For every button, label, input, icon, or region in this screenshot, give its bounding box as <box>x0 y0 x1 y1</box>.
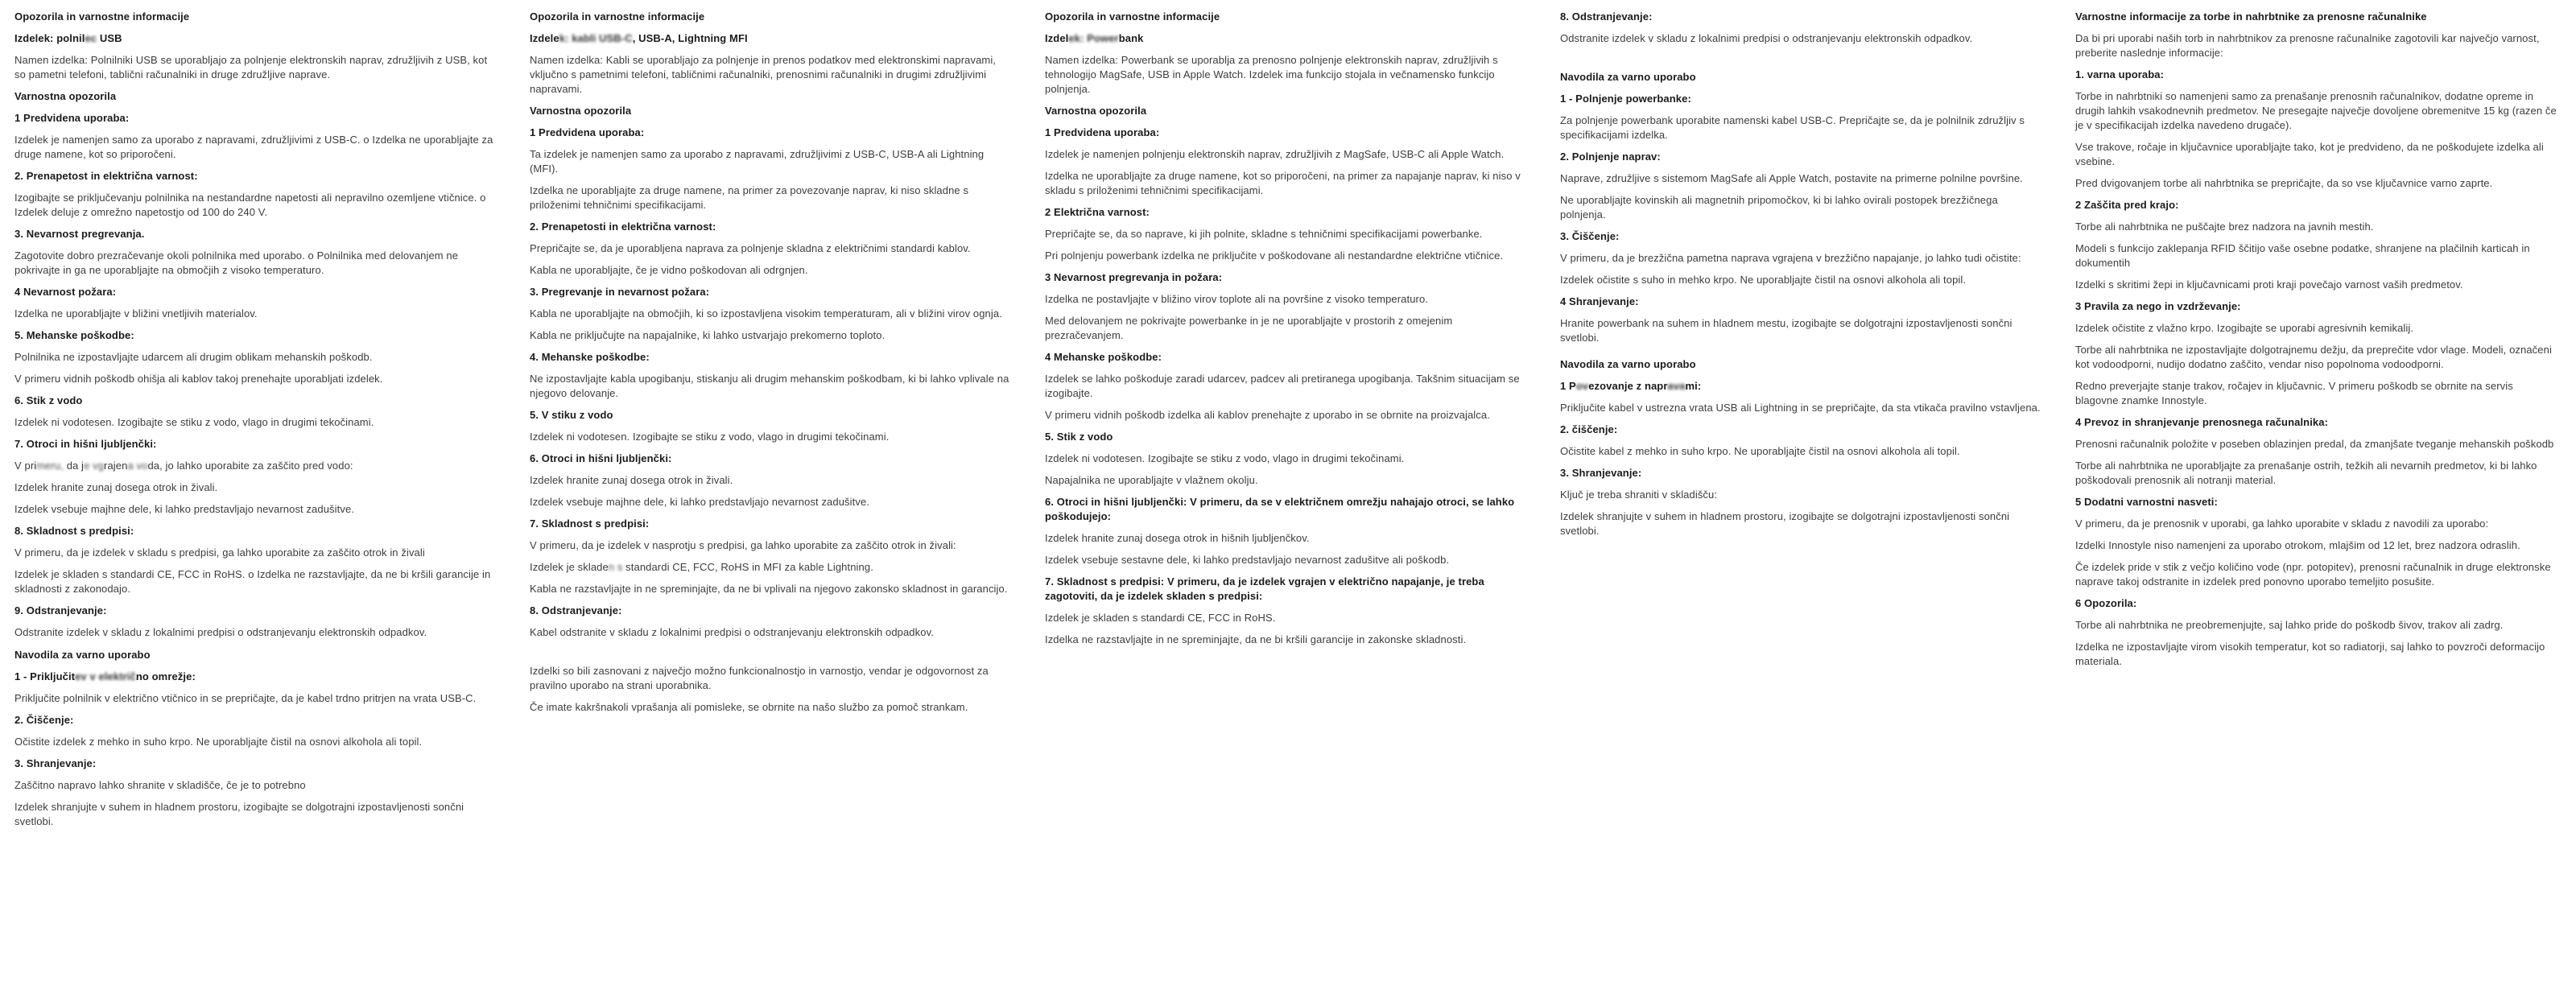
text-run: 3 Nevarnost pregrevanja in požara: <box>1045 271 1223 283</box>
paragraph <box>14 567 497 596</box>
paragraph <box>530 183 1013 212</box>
text-run: 8. Odstranjevanje: <box>530 604 622 616</box>
text-run: Izdel <box>1045 32 1069 44</box>
text-run: Izdelek hranite zunaj dosega otrok in živali. <box>530 474 733 486</box>
text-run: Namen izdelka: Polnilniki USB se uporabljajo za polnjenje elektronskih naprav, združljivih z USB, kot so pametni telefoni, tablični računalniki in druge združljive naprave. <box>14 54 488 80</box>
text-run: Opozorila in varnostne informacije <box>1045 10 1220 23</box>
paragraph <box>14 546 497 560</box>
text-run: 4. Mehanske poškodbe: <box>530 351 650 363</box>
text-run: Ne izpostavljajte kabla upogibanju, stiskanju ali drugim mehanskim poškodbam, ki bi lahko vplivale na njegovo delovanje. <box>530 373 1009 399</box>
text-run: Kabla ne uporabljajte na območjih, ki so izpostavljena visokim temperaturam, ali v bližini virov ognja. <box>530 307 1002 320</box>
column-cables <box>530 10 1013 722</box>
paragraph <box>530 430 1013 444</box>
paragraph <box>14 350 497 365</box>
text-run: Torbe ali nahrbtnika ne preobremenjujte, saj lahko pride do poškodb šivov, trakov ali zadrg. <box>2075 619 2504 631</box>
paragraph <box>1045 53 1528 97</box>
text-run: Očistite izdelek z mehko in suho krpo. Ne uporabljajte čistil na osnovi alkohola ali topil. <box>14 736 423 748</box>
text-run: V primeru, da je brezžična pametna naprava vgrajena v brezžično napajanje, jo lahko tudi očistite: <box>1560 252 2021 264</box>
text-run: 2. Prenapetost in električna varnost: <box>14 170 198 182</box>
text-run: 7. Skladnost s predpisi: <box>530 517 650 530</box>
section-heading <box>1560 10 2043 24</box>
text-run: Izdelki s skritimi žepi in ključavnicami proti kraji povečajo varnost vaših predmetov. <box>2075 278 2463 291</box>
paragraph <box>2075 618 2558 633</box>
text-run: da, jo lahko uporabite za zaščito pred vodo: <box>147 460 353 472</box>
paragraph <box>2075 89 2558 133</box>
text-run: Izdelek hranite zunaj dosega otrok in hišnih ljubljenčkov. <box>1045 532 1310 544</box>
paragraph <box>530 147 1013 176</box>
paragraph <box>530 538 1013 553</box>
paragraph <box>1045 633 1528 647</box>
text-run: 4 Nevarnost požara: <box>14 286 117 298</box>
paragraph <box>14 778 497 793</box>
paragraph <box>1560 444 2043 459</box>
paragraph <box>530 307 1013 321</box>
section-heading <box>1045 430 1528 444</box>
paragraph <box>14 53 497 82</box>
text-run: standardi CE, FCC, RoHS in MFI za kable Lightning. <box>625 561 873 573</box>
section-heading <box>1045 270 1528 285</box>
text-run: Izdelka ne uporabljajte za druge namene, kot so priporočeni, na primer za napajanje naprav, ki niso v skladu s priloženimi tehničnimi specifikacijami. <box>1045 170 1521 196</box>
text-run: 3. Shranjevanje: <box>1560 467 1642 479</box>
text-run: Da bi pri uporabi naših torb in nahrbtnikov za prenosne računalnike zagotovili kar največjo varnost, preberite naslednje informacije: <box>2075 32 2540 59</box>
paragraph <box>1045 292 1528 307</box>
text-run: Prenosni računalnik položite v poseben oblazinjen predal, da zmanjšate tveganje mehanskih poškodb <box>2075 438 2554 450</box>
text-run: 3. Pregrevanje in nevarnost požara: <box>530 286 710 298</box>
text-run: 6 Opozorila: <box>2075 597 2137 609</box>
section-heading <box>1045 350 1528 365</box>
text-run: V primeru, da je izdelek v nasprotju s predpisi, ga lahko uporabite za zaščito otrok in živali: <box>530 539 956 551</box>
section-heading <box>2075 299 2558 314</box>
text-run: Navodila za varno uporabo <box>1560 71 1696 83</box>
text-run: 2 Zaščita pred krajo: <box>2075 199 2179 211</box>
text-run: Izdelek je namenjen samo za uporabo z napravami, združljivimi z USB-C. o Izdelka ne uporabljajte za druge namene, kot so priporočeni. <box>14 134 493 160</box>
text-run: 1 Predvidena uporaba: <box>530 126 645 138</box>
text-run: V pri <box>14 460 37 472</box>
text-run: Napajalnika ne uporabljajte v vlažnem okolju. <box>1045 474 1258 486</box>
paragraph <box>2075 31 2558 60</box>
text-run: 2. Prenapetosti in električna varnost: <box>530 221 716 233</box>
paragraph <box>530 241 1013 256</box>
text-run: 8. Skladnost s predpisi: <box>14 525 134 537</box>
paragraph <box>530 328 1013 343</box>
text-run: 3. Nevarnost pregrevanja. <box>14 228 145 240</box>
paragraph <box>1045 169 1528 198</box>
paragraph <box>14 502 497 517</box>
smudged-text: ava <box>1667 380 1686 392</box>
paragraph <box>2075 437 2558 451</box>
text-run: Izdele <box>530 32 559 44</box>
section-heading <box>1045 104 1528 118</box>
text-run: 3. Shranjevanje: <box>14 757 97 769</box>
text-run: Izdelek je sklade <box>530 561 609 573</box>
paragraph <box>14 459 497 473</box>
section-heading <box>14 169 497 183</box>
document-title <box>14 10 497 24</box>
section-heading <box>530 350 1013 365</box>
text-run: 4 Prevoz in shranjevanje prenosnega računalnika: <box>2075 416 2329 428</box>
text-run: Navodila za varno uporabo <box>14 649 151 661</box>
paragraph <box>1045 227 1528 241</box>
section-heading <box>14 111 497 126</box>
text-run: Priključite kabel v ustrezna vrata USB ali Lightning in se prepričajte, da sta vtikača pravilno vstavljena. <box>1560 402 2041 414</box>
text-run: 5. Stik z vodo <box>1045 431 1113 443</box>
text-run: Med delovanjem ne pokrivajte powerbanke in je ne uporabljajte v prostorih z omejenim prezračevanjem. <box>1045 315 1453 341</box>
paragraph <box>2075 220 2558 234</box>
paragraph <box>14 691 497 706</box>
text-run: Izdelek ni vodotesen. Izogibajte se stiku z vodo, vlago in drugimi tekočinami. <box>14 416 374 428</box>
section-heading <box>1045 31 1528 46</box>
text-run: USB <box>97 32 122 44</box>
text-run: Izogibajte se priključevanju polnilnika na nestandardne napetosti ali nepravilno ozemljene vtičnice. o Izdelek deluje z omrežno napetostjo od 100 do 240 V. <box>14 192 486 218</box>
smudged-text: e vg <box>84 460 105 472</box>
text-run: Izdelek shranjujte v suhem in hladnem prostoru, izogibajte se dolgotrajni izpostavljenosti sončni svetlobi. <box>1560 510 2010 537</box>
section-heading <box>2075 198 2558 212</box>
paragraph <box>530 625 1013 640</box>
paragraph <box>530 53 1013 97</box>
section-heading <box>14 648 497 662</box>
text-run: 1. varna uporaba: <box>2075 68 2165 80</box>
text-run: Izdelek se lahko poškoduje zaradi udarcev, padcev ali pretiranega upogibanja. Takšnim situacijam se izogibajte. <box>1045 373 1520 399</box>
text-run: Zaščitno napravo lahko shranite v skladišče, če je to potrebno <box>14 779 306 791</box>
paragraph <box>1045 473 1528 488</box>
section-heading <box>530 220 1013 234</box>
section-heading <box>1560 229 2043 244</box>
text-run: 1 P <box>1560 380 1576 392</box>
section-heading <box>14 757 497 771</box>
section-heading <box>2075 68 2558 82</box>
paragraph <box>1560 193 2043 222</box>
text-run: Navodila za varno uporabo <box>1560 358 1696 370</box>
text-run: Vse trakove, ročaje in ključavnice uporabljajte tako, kot je predvideno, da ne poškodujete izdelka ali vsebine. <box>2075 141 2544 167</box>
text-run: rajen <box>104 460 128 472</box>
section-heading <box>14 524 497 538</box>
text-run: Varnostna opozorila <box>1045 105 1147 117</box>
section-heading <box>14 713 497 728</box>
text-run: 8. Odstranjevanje: <box>1560 10 1653 23</box>
text-run: 6. Otroci in hišni ljubljenčki: V primeru, da se v električnem omrežju nahajajo otroci, se lahko poškodujejo: <box>1045 496 1515 522</box>
text-run: Varnostne informacije za torbe in nahrbtnike za prenosne računalnike <box>2075 10 2427 23</box>
section-heading <box>14 394 497 408</box>
text-run: 5. V stiku z vodo <box>530 409 613 421</box>
text-run: Naprave, združljive s sistemom MagSafe ali Apple Watch, postavite na primerne polnilne površine. <box>1560 172 2023 184</box>
text-run: Kabla ne uporabljajte, če je vidno poškodovan ali odrgnjen. <box>530 264 808 276</box>
section-heading <box>14 670 497 684</box>
text-run: 1 Predvidena uporaba: <box>14 112 130 124</box>
paragraph <box>2075 517 2558 531</box>
text-run: Izdelek hranite zunaj dosega otrok in živali. <box>14 481 218 493</box>
text-run: V primeru vidnih poškodb izdelka ali kablov prenehajte z uporabo in se obrnite na proizvajalca. <box>1045 409 1490 421</box>
paragraph <box>530 560 1013 575</box>
paragraph <box>14 191 497 220</box>
section-heading <box>14 328 497 343</box>
text-run: Modeli s funkcijo zaklepanja RFID ščitijo vaše osebne podatke, shranjene na plačilnih karticah in dokumentih <box>2075 242 2530 269</box>
text-run: Torbe ali nahrbtnika ne puščajte brez nadzora na javnih mestih. <box>2075 221 2374 233</box>
text-run: 2. Polnjenje naprav: <box>1560 150 1661 163</box>
text-run: Če izdelek pride v stik z večjo količino vode (npr. potopitev), prenosni računalnik in druge elektronske naprave takoj odstranite in izdelek pred ponovno uporabo temeljito posušite. <box>2075 561 2551 588</box>
paragraph <box>14 480 497 495</box>
section-heading <box>1560 150 2043 164</box>
paragraph <box>1045 249 1528 263</box>
text-run: Redno preverjajte stanje trakov, ročajev in ključavnic. V primeru poškodb se obrnite na servis blagovne znamke Innostyle. <box>2075 380 2513 406</box>
text-run: Izdelek ni vodotesen. Izogibajte se stiku z vodo, vlago in drugimi tekočinami. <box>530 431 890 443</box>
paragraph <box>2075 379 2558 408</box>
text-run: Izdelka ne uporabljajte za druge namene, na primer za povezovanje naprav, ki niso skladne s priloženimi tehničnimi specifikacijami. <box>530 184 969 211</box>
text-run: Kabla ne priključujte na napajalnike, ki lahko ustvarjajo prekomerno toploto. <box>530 329 886 341</box>
paragraph <box>2075 140 2558 169</box>
section-heading <box>14 437 497 451</box>
text-run: Izdelek vsebuje majhne dele, ki lahko predstavljajo nevarnost zadušitve. <box>14 503 354 515</box>
paragraph <box>1560 171 2043 186</box>
text-run: Kabel odstranite v skladu z lokalnimi predpisi o odstranjevanju elektronskih odpadkov. <box>530 626 934 638</box>
section-heading <box>14 285 497 299</box>
section-heading <box>1045 575 1528 604</box>
smudged-text: a vo <box>127 460 148 472</box>
text-run: Torbe in nahrbtniki so namenjeni samo za prenašanje prenosnih računalnikov, dodatne opreme in drugih lahkih vsakodnevnih predmetov. Ne presegajte največje dovoljene obremenitve 15 kg (razen če je v specifikacijah izdelka navedeno drugače). <box>2075 90 2557 131</box>
text-run: Izdelki so bili zasnovani z največjo možno funkcionalnostjo in varnostjo, vendar je odgovornost za pravilno uporabo na strani uporabnika. <box>530 665 989 691</box>
text-run: Odstranite izdelek v skladu z lokalnimi predpisi o odstranjevanju elektronskih odpadkov. <box>1560 32 1973 44</box>
text-run: 7. Otroci in hišni ljubljenčki: <box>14 438 157 450</box>
section-heading <box>2075 495 2558 509</box>
text-run: Opozorila in varnostne informacije <box>14 10 190 23</box>
paragraph <box>2075 278 2558 292</box>
section-heading <box>14 227 497 241</box>
section-heading <box>1560 70 2043 85</box>
paragraph <box>1045 408 1528 423</box>
text-run: 5 Dodatni varnostni nasveti: <box>2075 496 2218 508</box>
text-run: Torbe ali nahrbtnika ne uporabljajte za prenašanje ostrih, težkih ali nevarnih predmetov, ki bi lahko poškodovali prenosnik ali notranji material. <box>2075 460 2537 486</box>
text-run: 1 - Polnjenje powerbanke: <box>1560 93 1691 105</box>
paragraph <box>2075 343 2558 372</box>
section-heading <box>1045 205 1528 220</box>
text-run: Če imate kakršnakoli vprašanja ali pomisleke, se obrnite na našo službo za pomoč strankam. <box>530 701 968 713</box>
text-run: Izdelek: polnil <box>14 32 85 44</box>
text-run: Izdelka ne uporabljajte v bližini vnetljivih materialov. <box>14 307 258 320</box>
text-run: da j <box>66 460 85 472</box>
paragraph <box>1045 372 1528 401</box>
paragraph <box>1560 113 2043 142</box>
text-run: Torbe ali nahrbtnika ne izpostavljajte dolgotrajnemu dežju, da preprečite vdor vlage. Modeli, označeni kot vodoodporni, nudijo dodatno zaščito, vendar niso popolnoma vodoodporni. <box>2075 344 2552 370</box>
paragraph <box>1560 273 2043 287</box>
text-run: Priključite polnilnik v električno vtičnico in se prepričajte, da je kabel trdno pritrjen na vrata USB-C. <box>14 692 477 704</box>
document-title <box>530 10 1013 24</box>
section-heading <box>1560 92 2043 106</box>
paragraph <box>14 372 497 386</box>
paragraph <box>530 263 1013 278</box>
text-run: Hranite powerbank na suhem in hladnem mestu, izogibajte se dolgotrajni izpostavljenosti sončni svetlobi. <box>1560 317 2013 344</box>
paragraph <box>2075 538 2558 553</box>
smudged-text: ec <box>85 32 97 44</box>
section-heading <box>14 604 497 618</box>
text-run: Zagotovite dobro prezračevanje okoli polnilnika med uporabo. o Polnilnika med delovanjem ne pokrivajte in ga ne uporabljajte na območjih z visoko temperaturo. <box>14 249 459 276</box>
smudged-text: meru, <box>36 460 67 472</box>
text-run: bank <box>1118 32 1144 44</box>
text-run: Opozorila in varnostne informacije <box>530 10 705 23</box>
text-run: 6. Stik z vodo <box>14 394 83 406</box>
text-run: Odstranite izdelek v skladu z lokalnimi predpisi o odstranjevanju elektronskih odpadkov. <box>14 626 427 638</box>
column-powerbank-usage <box>1560 10 2043 546</box>
document-title <box>1045 10 1528 24</box>
text-run: 6. Otroci in hišni ljubljenčki: <box>530 452 672 464</box>
paragraph <box>1560 31 2043 46</box>
paragraph <box>1560 251 2043 266</box>
smudged-text: ev v električ <box>75 670 136 682</box>
section-heading <box>2075 596 2558 611</box>
section-heading <box>530 104 1013 118</box>
text-run: Prepričajte se, da je uporabljena naprava za polnjenje skladna z električnimi standardi kablov. <box>530 242 971 254</box>
smudged-text: k: kabli USB-C <box>559 32 633 44</box>
text-run: Varnostna opozorila <box>14 90 117 102</box>
paragraph <box>14 625 497 640</box>
section-heading <box>1560 466 2043 480</box>
text-run: Izdelek shranjujte v suhem in hladnem prostoru, izogibajte se dolgotrajni izpostavljenosti sončni svetlobi. <box>14 801 464 827</box>
text-run: 7. Skladnost s predpisi: V primeru, da je izdelek vgrajen v električno napajanje, je treba zagotoviti, da je izdelek skladen s predpisi: <box>1045 575 1484 602</box>
text-run: V primeru vidnih poškodb ohišja ali kablov takoj prenehajte uporabljati izdelek. <box>14 373 383 385</box>
section-heading <box>1045 126 1528 140</box>
text-run: Pred dvigovanjem torbe ali nahrbtnika se prepričajte, da so vse ključavnice varno zaprte. <box>2075 177 2493 189</box>
paragraph <box>530 473 1013 488</box>
paragraph <box>2075 241 2558 270</box>
section-heading <box>530 604 1013 618</box>
text-run: 3. Čiščenje: <box>1560 230 1620 242</box>
paragraph <box>1045 553 1528 567</box>
smudged-text: ov <box>1575 380 1589 392</box>
text-run: 2 Električna varnost: <box>1045 206 1150 218</box>
text-run: 4 Mehanske poškodbe: <box>1045 351 1162 363</box>
text-run: 2. Čiščenje: <box>14 714 74 726</box>
text-run: Izdelek očistite z vlažno krpo. Izogibajte se uporabi agresivnih kemikalij. <box>2075 322 2414 334</box>
paragraph <box>14 133 497 162</box>
text-run: , USB-A, Lightning MFI <box>632 32 748 44</box>
paragraph <box>2075 321 2558 336</box>
text-run: Namen izdelka: Kabli se uporabljajo za polnjenje in prenos podatkov med elektronskimi napravami, vključno s pametnimi telefoni, tabličnimi računalniki, prenosnimi računalniki in drugimi združljivimi napravami. <box>530 54 997 95</box>
text-run: Izdelek je namenjen polnjenju elektronskih naprav, združljivih z MagSafe, USB-C ali Apple Watch. <box>1045 148 1505 160</box>
paragraph <box>1045 531 1528 546</box>
paragraph <box>1560 401 2043 415</box>
text-run: Ta izdelek je namenjen samo za uporabo z napravami, združljivimi z USB-C, USB-A ali Lightning (MFI). <box>530 148 985 175</box>
text-run: no omrežje: <box>135 670 196 682</box>
paragraph <box>530 664 1013 693</box>
paragraph <box>1560 509 2043 538</box>
paragraph <box>14 800 497 829</box>
section-heading <box>530 408 1013 423</box>
text-run: Izdelek ni vodotesen. Izogibajte se stiku z vodo, vlago in drugimi tekočinami. <box>1045 452 1405 464</box>
text-run: Izdelki Innostyle niso namenjeni za uporabo otrokom, mlajšim od 12 let, brez nadzora odraslih. <box>2075 539 2520 551</box>
section-heading <box>530 285 1013 299</box>
paragraph <box>530 495 1013 509</box>
paragraph <box>1045 314 1528 343</box>
section-heading <box>530 451 1013 466</box>
text-run: Kabla ne razstavljajte in ne spreminjajte, da ne bi vplivali na njegovo zakonsko skladnost in garancijo. <box>530 583 1008 595</box>
text-run: Izdelka ne postavljajte v bližino virov toplote ali na površine z visoko temperaturo. <box>1045 293 1429 305</box>
paragraph <box>2075 176 2558 191</box>
text-run: Pri polnjenju powerbank izdelka ne priključite v poškodovane ali nestandardne električne vtičnice. <box>1045 249 1504 262</box>
column-usb-charger <box>14 10 497 836</box>
smudged-text: n s <box>608 561 626 573</box>
text-run: Prepričajte se, da so naprave, ki jih polnite, skladne s tehničnimi specifikacijami powerbanke. <box>1045 228 1483 240</box>
text-run: Varnostna opozorila <box>530 105 632 117</box>
paragraph <box>1045 611 1528 625</box>
text-run: Ključ je treba shraniti v skladišču: <box>1560 489 1718 501</box>
paragraph <box>1045 147 1528 162</box>
paragraph <box>14 307 497 321</box>
text-run: mi: <box>1685 380 1702 392</box>
section-heading <box>1560 295 2043 309</box>
paragraph <box>530 372 1013 401</box>
text-run: 9. Odstranjevanje: <box>14 604 107 616</box>
text-run: Izdelek vsebuje sestavne dele, ki lahko predstavljajo nevarnost zadušitve ali poškodb. <box>1045 554 1450 566</box>
text-run: Izdelka ne izpostavljajte virom visokih temperatur, kot so radiatorji, saj lahko to povzroči deformacijo materiala. <box>2075 641 2545 667</box>
paragraph <box>1560 488 2043 502</box>
section-heading <box>2075 415 2558 430</box>
paragraph <box>2075 459 2558 488</box>
paragraph <box>1560 316 2043 345</box>
section-heading <box>1560 423 2043 437</box>
section-heading <box>1560 379 2043 394</box>
column-laptop-bags <box>2075 10 2558 676</box>
text-run: Izdelek očistite s suho in mehko krpo. Ne uporabljajte čistil na osnovi alkohola ali topil. <box>1560 274 1967 286</box>
text-run: V primeru, da je izdelek v skladu s predpisi, ga lahko uporabite za zaščito otrok in živali <box>14 546 425 559</box>
section-heading <box>530 517 1013 531</box>
section-heading <box>14 89 497 104</box>
column-powerbank <box>1045 10 1528 654</box>
paragraph <box>14 415 497 430</box>
text-run: Izdelek je skladen s standardi CE, FCC in RoHS. o Izdelka ne razstavljajte, da ne bi kršili garancije in skladnosti z zakonodajo. <box>14 568 491 595</box>
paragraph <box>2075 640 2558 669</box>
paragraph <box>2075 560 2558 589</box>
text-run: Ne uporabljajte kovinskih ali magnetnih pripomočkov, ki bi lahko ovirali postopek brezžičnega polnjenja. <box>1560 194 1998 221</box>
text-run: 2. čiščenje: <box>1560 423 1618 435</box>
text-run: Izdelek vsebuje majhne dele, ki lahko predstavljajo nevarnost zadušitve. <box>530 496 869 508</box>
text-run: 5. Mehanske poškodbe: <box>14 329 134 341</box>
text-run: Za polnjenje powerbank uporabite namenski kabel USB-C. Prepričajte se, da je polnilnik združljiv s specifikacijami izdelka. <box>1560 114 2025 141</box>
text-run: ezovanje z napr <box>1588 380 1668 392</box>
section-heading <box>1045 495 1528 524</box>
text-run: Očistite kabel z mehko in suho krpo. Ne uporabljajte čistil na osnovi alkohola ali topil. <box>1560 445 1960 457</box>
smudged-text: ek: Power <box>1068 32 1119 44</box>
section-heading <box>530 126 1013 140</box>
text-run: 1 - Priključit <box>14 670 76 682</box>
paragraph <box>14 735 497 749</box>
text-run: 4 Shranjevanje: <box>1560 295 1639 307</box>
text-run: 3 Pravila za nego in vzdrževanje: <box>2075 300 2241 312</box>
text-run: V primeru, da je prenosnik v uporabi, ga lahko uporabite v skladu z navodili za uporabo: <box>2075 517 2489 530</box>
paragraph <box>530 700 1013 715</box>
text-run: Izdelka ne razstavljajte in ne spreminjajte, da ne bi kršili garancije in zakonske skladnosti. <box>1045 633 1467 645</box>
text-run: Polnilnika ne izpostavljajte udarcem ali drugim oblikam mehanskih poškodb. <box>14 351 373 363</box>
text-run: Izdelek je skladen s standardi CE, FCC in RoHS. <box>1045 612 1276 624</box>
section-heading <box>1560 357 2043 372</box>
text-run: Namen izdelka: Powerbank se uporablja za prenosno polnjenje elektronskih naprav, združljivih s tehnologijo MagSafe, USB in Apple Watch. Izdelek ima funkcijo stojala in večnamensko funkcijo polnjenja. <box>1045 54 1498 95</box>
paragraph <box>14 249 497 278</box>
text-run: 1 Predvidena uporaba: <box>1045 126 1160 138</box>
paragraph <box>1045 451 1528 466</box>
paragraph <box>530 582 1013 596</box>
document-title <box>2075 10 2558 24</box>
section-heading <box>530 31 1013 46</box>
section-heading <box>14 31 497 46</box>
